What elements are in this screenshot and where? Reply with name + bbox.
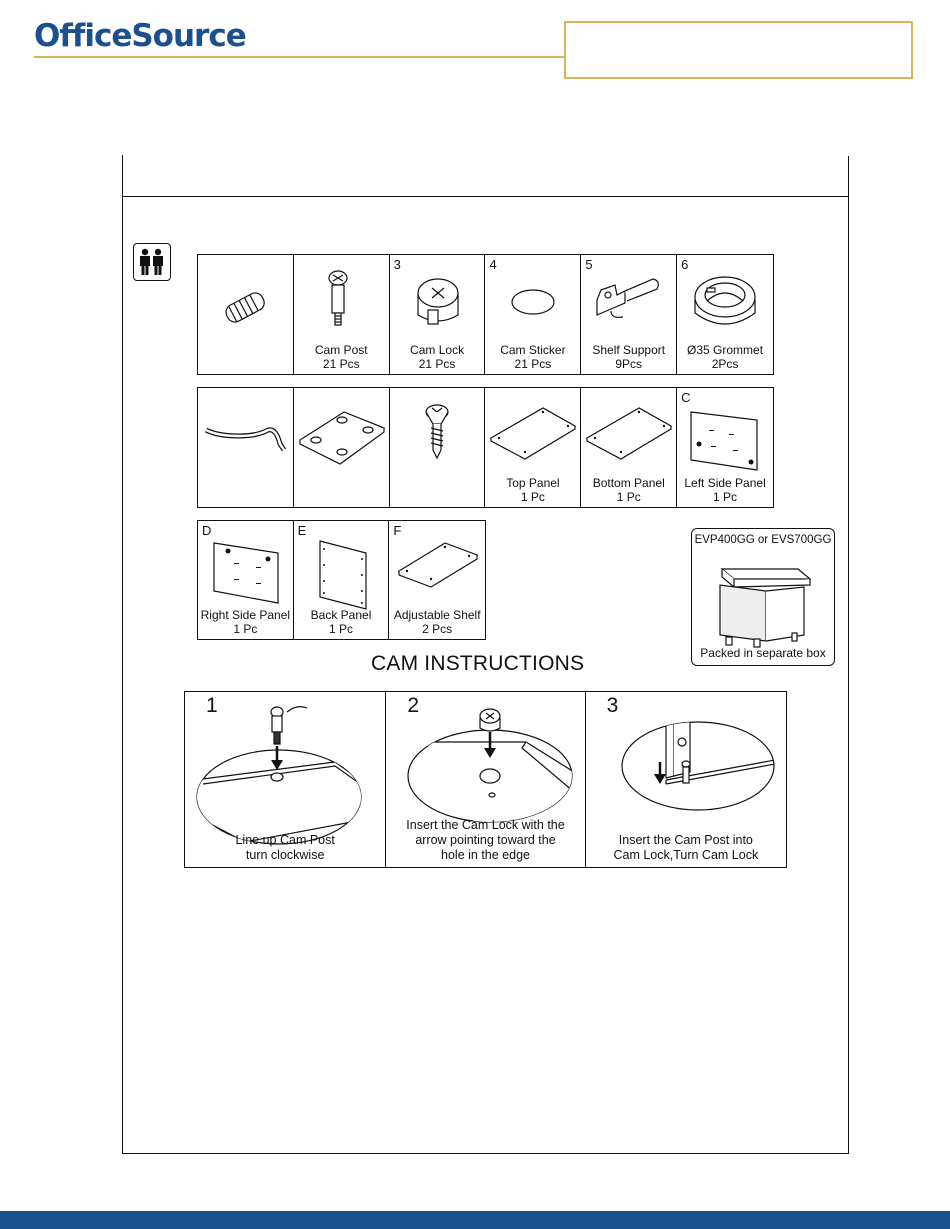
part-qty: 2Pcs <box>711 357 739 371</box>
part-cam-sticker <box>485 255 581 374</box>
part-number: D <box>202 523 212 538</box>
part-qty: 1 Pc <box>233 622 258 636</box>
part-grommet <box>677 255 773 374</box>
frame-divider <box>122 196 849 197</box>
model-numbers: EVP400GG or EVS700GG <box>694 534 832 546</box>
part-plate <box>294 388 390 507</box>
hardware-row-3 <box>197 520 486 640</box>
cam-step-1 <box>185 692 386 867</box>
cam-step-2 <box>386 692 585 867</box>
part-shelf-support <box>581 255 677 374</box>
part-name: Cam Post <box>314 343 368 357</box>
part-name: Top Panel <box>506 476 560 490</box>
part-name: Left Side Panel <box>684 476 766 490</box>
hardware-row-2 <box>197 387 774 508</box>
step-number: 1 <box>206 694 218 717</box>
part-number: 3 <box>393 257 401 272</box>
step-line-2: turn clockwise <box>245 848 325 862</box>
step-line-1: Insert the Cam Post into <box>618 833 753 847</box>
part-name: Bottom Panel <box>592 476 665 490</box>
part-cam-post <box>294 255 390 374</box>
two-person-icon <box>133 243 171 281</box>
part-right-side-panel <box>198 521 294 639</box>
part-name: Ø35 Grommet <box>687 343 764 357</box>
packed-note: Packed in separate box <box>700 646 826 660</box>
part-qty: 1 Pc <box>616 490 641 504</box>
footer-bar <box>0 1211 950 1229</box>
part-left-side-panel <box>677 388 773 507</box>
part-hex-key <box>198 388 294 507</box>
part-qty: 2 Pcs <box>422 622 453 636</box>
step-number: 2 <box>407 694 420 717</box>
part-top-panel <box>485 388 581 507</box>
step-line-1: Line up Cam Post <box>235 833 335 847</box>
part-qty: 1 Pc <box>329 622 354 636</box>
frame-gap <box>397 155 849 156</box>
part-number: C <box>681 390 691 405</box>
part-name: Cam Lock <box>410 343 465 357</box>
cam-instructions-panel <box>184 691 787 868</box>
step-line-2: Cam Lock,Turn Cam Lock <box>613 848 759 862</box>
part-number: 5 <box>585 257 593 272</box>
part-qty: 21 Pcs <box>514 357 552 371</box>
part-number: 6 <box>681 257 689 272</box>
part-name: Shelf Support <box>592 343 666 357</box>
part-cam-lock <box>390 255 486 374</box>
header-rule <box>34 56 564 58</box>
part-screw <box>390 388 486 507</box>
part-adjustable-shelf <box>389 521 485 639</box>
header-title-box <box>564 21 913 79</box>
cam-instructions-title: CAM INSTRUCTIONS <box>371 652 585 675</box>
part-qty: 21 Pcs <box>322 357 360 371</box>
part-qty: 21 Pcs <box>418 357 456 371</box>
step-line-1: Insert the Cam Lock with the <box>406 818 565 832</box>
part-qty: 1 Pc <box>520 490 545 504</box>
part-number: 4 <box>489 257 497 272</box>
part-qty: 1 Pc <box>713 490 738 504</box>
part-name: Back Panel <box>310 608 372 622</box>
cam-step-3 <box>586 692 786 867</box>
hardware-row-1 <box>197 254 774 375</box>
part-number: E <box>297 523 307 538</box>
step-number: 3 <box>606 694 619 717</box>
part-back-panel <box>294 521 390 639</box>
packed-separately-box <box>691 528 835 666</box>
part-name: Cam Sticker <box>500 343 566 357</box>
step-line-3: hole in the edge <box>441 848 530 862</box>
part-name: Adjustable Shelf <box>393 608 481 622</box>
part-bottom-panel <box>581 388 677 507</box>
part-name: Right Side Panel <box>200 608 291 622</box>
part-qty: 9Pcs <box>615 357 643 371</box>
part-number: F <box>393 523 402 538</box>
step-line-2: arrow pointing toward the <box>415 833 556 847</box>
officesource-logo: OfficeSource <box>34 18 246 54</box>
part-dowel <box>198 255 294 374</box>
